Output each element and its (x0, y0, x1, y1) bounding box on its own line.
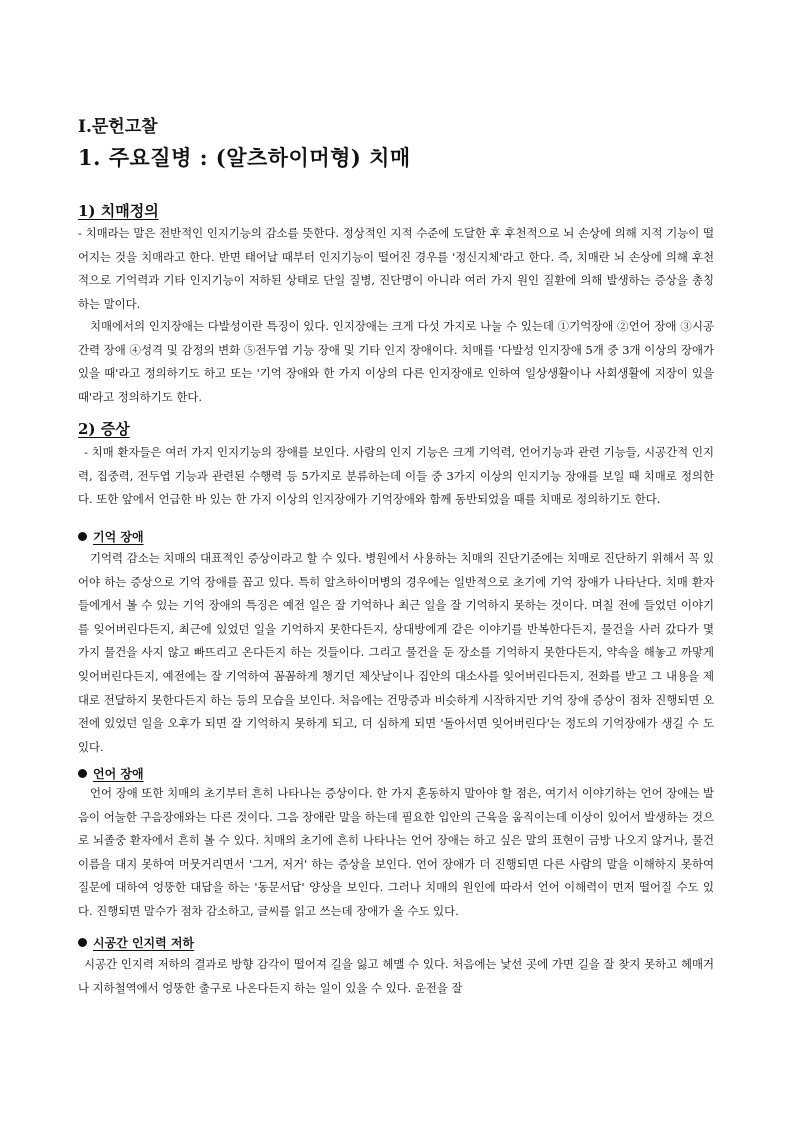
bullet-dot-icon (78, 769, 87, 778)
bullet-language-disorder (78, 764, 144, 784)
bullet-dot-icon (78, 532, 87, 541)
bullet-spatial-cognition (78, 933, 194, 953)
bullet-dot-icon (78, 938, 87, 947)
definition-paragraph-1: - 치매라는 말은 전반적인 인지기능의 감소를 뜻한다. 정상적인 지적 수준에 도달한 후 후천적으로 뇌 손상에 의해 지적 기능이 떨어지는 것을 치매라고 한다. 반면 태어날 때부터 인지기능이 떨어진 경우를 '정신지체'라고 한다. 즉, 치매란 뇌 손상에 의해 후천적으로 기억력과 기타 인지기능이 저하된 상태로 단일 질병, 진단명이 아니라 여러 가지 원인 질환에 의해 발생하는 증상을 총칭하는 말이다. (78, 226, 714, 311)
memory-disorder-paragraph: 기억력 감소는 치매의 대표적인 증상이라고 할 수 있다. 병원에서 사용하는 치매의 진단기준에는 치매로 진단하기 위해서 꼭 있어야 하는 증상으로 기억 장애를 꼽고 있다. 특히 알츠하이머병의 경우에는 일반적으로 초기에 기억 장애가 나타난다. 치매 환자들에게서 볼 수 있는 기억 장애의 특징은 예전 일은 잘 기억하나 최근 일을 잘 기억하지 못하는 것이다. 며칠 전에 들었던 이야기를 잊어버린다든지, 최근에 있었던 일을 기억하지 못한다든지, 상대방에게 같은 이야기를 반복한다든지, 물건을 사러 갔다가 몇 가지 물건을 사지 않고 빠뜨리고 온다든지 하는 것들이다. 그리고 물건을 둔 장소를 기억하지 못한다든지, 약속을 해놓고 까맣게 잊어버린다든지, 예전에는 잘 기억하여 꼼꼼하게 챙기던 제삿날이나 집안의 대소사를 잊어버린다든지, 전화를 받고 그 내용을 제대로 전달하지 못한다든지 하는 등의 모습을 보인다. 처음에는 건망증과 비슷하게 시작하지만 기억 장애 증상이 점차 진행되면 오전에 있었던 일을 오후가 되면 잘 기억하지 못하게 되고, 더 심하게 되면 '돌아서면 잊어버린다'는 정도의 기억장애가 생길 수 도 있다. (78, 551, 714, 754)
heading-dementia-definition: 1) 치매정의 (78, 202, 159, 220)
language-disorder-paragraph: 언어 장애 또한 치매의 초기부터 흔히 나타나는 증상이다. 한 가지 혼동하지 말아야 할 점은, 여기서 이야기하는 언어 장애는 발음이 어눌한 구음장애와는 다른 것이다. 그음 장애란 말을 하는데 필요한 입안의 근육을 움직이는데 이상이 있어서 발생하는 것으로 뇌졸중 환자에서 흔히 볼 수 있다. 치매의 초기에 흔히 나타나는 언어 장애는 하고 싶은 말의 표현이 금방 나오지 않거나, 물건 이름을 대지 못하여 머뭇거리면서 '그거, 저거' 하는 증상을 보인다. 언어 장애가 더 진행되면 다른 사람의 말을 이해하지 못하여 질문에 대하여 엉뚱한 대답을 하는 '동문서답' 양상을 보인다. 그러나 치매의 원인에 따라서 언어 이해력이 먼저 떨어질 수도 있다. 진행되면 말수가 점차 감소하고, 글씨를 읽고 쓰는데 장애가 올 수도 있다. (78, 786, 714, 918)
page-title: 1. 주요질병 : (알츠하이머형) 치매 (78, 145, 411, 170)
bullet-label: 기억 장애 (93, 530, 144, 544)
spatial-cognition-paragraph: 시공간 인지력 저하의 결과로 방향 감각이 떨어져 길을 잃고 헤맬 수 있다. 처음에는 낯선 곳에 가면 길을 잘 찾지 못하고 헤매거나 지하철역에서 엉뚱한 출구로 나온다든지 하는 일이 있을 수 있다. 운전을 잘 (78, 957, 714, 995)
bullet-label: 언어 장애 (93, 767, 144, 781)
section-label: Ⅰ.문헌고찰 (78, 117, 158, 137)
bullet-label: 시공간 인지력 저하 (93, 936, 195, 950)
bullet-memory-disorder (78, 527, 144, 547)
symptoms-paragraph: - 치매 환자들은 여러 가지 인지기능의 장애를 보인다. 사람의 인지 기능은 크게 기억력, 언어기능과 관련 기능들, 시공간적 인지력, 집중력, 전두엽 기능과 관련된 수행력 등 5가지로 분류하는데 이들 중 3가지 이상의 인지기능 장애를 보일 때 치매로 정의한다. 또한 앞에서 언급한 바 있는 한 가지 이상의 인지장애가 기억장애와 함께 동반되었을 때를 치매로 정의하기도 한다. (78, 445, 714, 507)
heading-symptoms: 2) 증상 (78, 420, 130, 438)
definition-paragraph-2: 치매에서의 인지장애는 다발성이란 특징이 있다. 인지장애는 크게 다섯 가지로 나눌 수 있는데 ①기억장애 ②언어 장애 ③시공간력 장애 ④성격 및 감정의 변화 ⑤전두엽 기능 장애 및 기타 인지 장애이다. 치매를 '다발성 인지장애 5개 중 3개 이상의 장애가 있을 때'라고 정의하기도 하고 또는 '기억 장애와 한 가지 이상의 다른 인지장애로 인하여 일상생활이나 사회생활에 지장이 있을 때'라고 정의하기도 한다. (78, 319, 714, 404)
